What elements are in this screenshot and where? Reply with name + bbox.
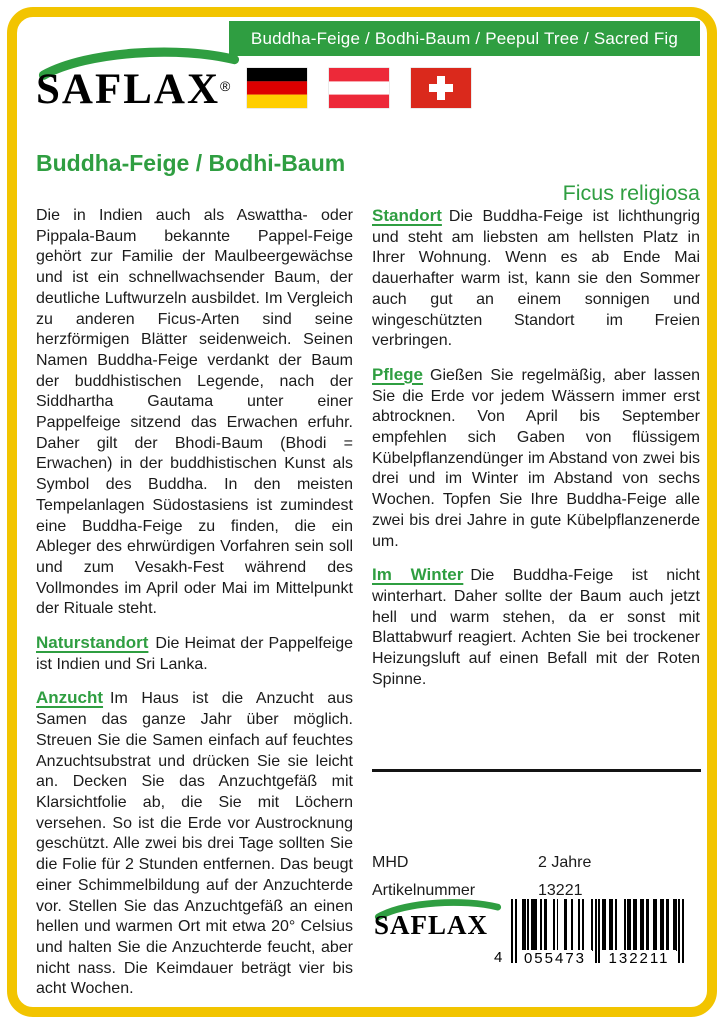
left-column [36, 206, 353, 1000]
switzerland-flag-icon [411, 68, 471, 108]
section-standort [372, 206, 700, 352]
section-text-anzucht: Im Haus ist die Anzucht aus Samen das ganze Jahr über möglich. Streuen Sie die Samen einfach auf feuchtes Anzuchtsubstrat und drücken Sie sie leicht an. Decken Sie das Anzuchtgefäß mit Klarsichtfolie ab, die Sie mit Löchern versehen. So ist die Erde vor Austrocknung geschützt. Alle zwei bis drei Tage sollten Sie die Folie für 2 Stunden entfernen. Das beugt einer Schimmelbildung auf der Anzuchterde vor. Stellen Sie das Anzuchtgefäß an einen hellen und warmen Ort mit etwa 20° Celsius und halten Sie die Anzuchterde feucht, aber nicht nass. Die Keimdauer beträgt vier bis acht Wochen. [36, 690, 353, 998]
saflax-logo [36, 44, 242, 114]
header-bar [229, 21, 700, 56]
section-heading-im-winter: Im Winter [372, 565, 464, 585]
section-text-naturstandort: Die Heimat der Pappelfeige ist Indien und Sri Lanka. [36, 635, 353, 673]
section-im-winter [372, 565, 700, 690]
mhd-label: MHD [372, 854, 409, 871]
latin-name: Ficus religiosa [562, 181, 700, 205]
right-column [372, 206, 700, 690]
brand-wordmark: SAFLAX [36, 66, 221, 113]
barcode-digits-left: 055473 [518, 950, 592, 967]
artikelnummer-label: Artikelnummer [372, 882, 476, 899]
mhd-value: 2 Jahre [538, 854, 592, 871]
intro-paragraph: Die in Indien auch als Aswattha- oder Pippala-Baum bekannte Pappel-Feige gehört zur Familie der Maulbeergewächse und ist ein schnellwachsender Baum, der deutliche Luftwurzeln ausbildet. Im Vergleich zu anderen Ficus-Arten sind seine herzförmigen Blätter seidenweich. Seinen Namen Buddha-Feige verdankt der Baum der buddhistischen Legende, nach der Siddhartha Gautama unter einer Pappelfeige sitzend das Erwachen erfuhr. Daher gilt der Bhodi-Baum (Bhodi = Erwachen) in der buddhistischen Kunst als Symbol des Buddha. In den meisten Tempelanlagen Südostasiens ist zumindest eine Buddha-Feige zu finden, die ein Ableger des ehrwürdigen Vorfahren sein soll und zum Vesakh-Fest während des Vollmondes im April oder Mai im Mittelpunkt der Rituale steht. [36, 207, 353, 618]
header-bar-text: Buddha-Feige / Bodhi-Baum / Peepul Tree / Sacred Fig [250, 28, 679, 48]
section-pflege [372, 365, 700, 552]
section-heading-anzucht: Anzucht [36, 688, 104, 708]
artikelnummer-value: 13221 [538, 882, 583, 899]
country-flags [247, 68, 471, 108]
footer-divider [372, 769, 701, 772]
section-heading-naturstandort: Naturstandort [36, 633, 149, 653]
section-heading-pflege: Pflege [372, 364, 424, 384]
barcode-digits-right: 132211 [602, 950, 676, 967]
barcode-digit-prefix: 4 [494, 949, 505, 966]
section-naturstandort [36, 633, 353, 675]
saflax-footer-logo [374, 897, 502, 941]
section-anzucht [36, 688, 353, 1000]
mhd-row [372, 849, 682, 877]
austria-flag-icon [329, 68, 389, 108]
footer-brand-wordmark: SAFLAX [374, 910, 489, 940]
footer-brand-line [374, 910, 502, 941]
section-text-im-winter: Die Buddha-Feige ist nicht winterhart. Daher sollte der Baum auch jetzt hell und warm stehen, da er sonst mit Blattabwurf reagiert. Achten Sie bei trockener Heizungsluft auf einen Befall mit der Roten Spinne. [372, 567, 701, 688]
section-text-pflege: Gießen Sie regelmäßig, aber lassen Sie die Erde vor jedem Wässern immer erst abtrocknen. Von April bis September empfehlen sich Gaben von flüssigem Kübelpflanzendünger im Abstand von zwei bis drei und im Winter im Abstand von sechs Wochen. Topfen Sie Ihre Buddha-Feige alle zwei bis drei Jahre in gute Kübelpflanzenerde um. [372, 366, 700, 550]
section-heading-standort: Standort [372, 206, 442, 225]
section-text-standort: Die Buddha-Feige ist lichthungrig und steht am liebsten am hellsten Platz in Ihrer Wohnung. Wenn es ab Ende Mai dauerhafter warm ist, kann sie den Sommer auch gut an einem sonnigen und wingeschützten Standort im Freien verbringen. [372, 208, 700, 350]
registered-trademark-icon: ® [220, 77, 231, 94]
germany-flag-icon [247, 68, 307, 108]
ean-barcode [494, 899, 694, 985]
brand-line [36, 65, 242, 114]
page-title: Buddha-Feige / Bodhi-Baum [36, 150, 346, 176]
